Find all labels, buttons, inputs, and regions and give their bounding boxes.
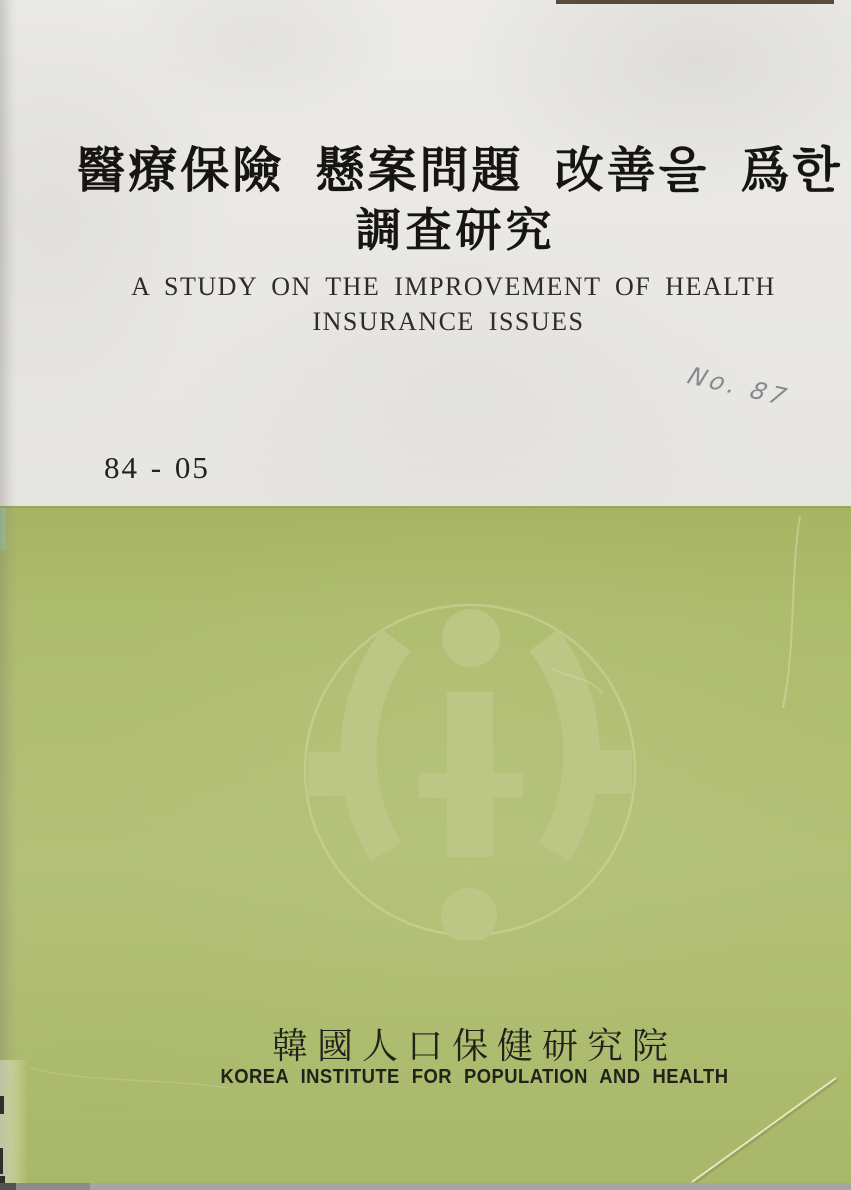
spine-shadow (0, 0, 18, 1190)
left-edge-speck (0, 1148, 3, 1174)
crease-lines (0, 508, 851, 1185)
cover-top-white-panel (0, 0, 851, 506)
left-edge-speck (0, 1096, 4, 1114)
title-cjk-line2: 調査研究 (355, 205, 556, 256)
institute-name-en: KOREA INSTITUTE FOR POPULATION AND HEALTH (220, 1066, 729, 1088)
top-edge-scan-line (556, 0, 834, 4)
handwritten-number: No. 87 (683, 362, 794, 412)
bottom-scan-strip (0, 1183, 851, 1190)
report-number: 84 - 05 (104, 450, 210, 485)
subtitle-en-line1: A STUDY ON THE IMPROVEMENT OF HEALTH (131, 272, 776, 301)
subtitle-en-line2: INSURANCE ISSUES (312, 307, 585, 336)
title-cjk-line1: 醫療保險 懸案問題 改善을 爲한 (76, 143, 843, 198)
cover-bottom-green-panel (0, 506, 851, 1185)
institute-name-cjk: 韓國人口保健研究院 (271, 1026, 677, 1066)
